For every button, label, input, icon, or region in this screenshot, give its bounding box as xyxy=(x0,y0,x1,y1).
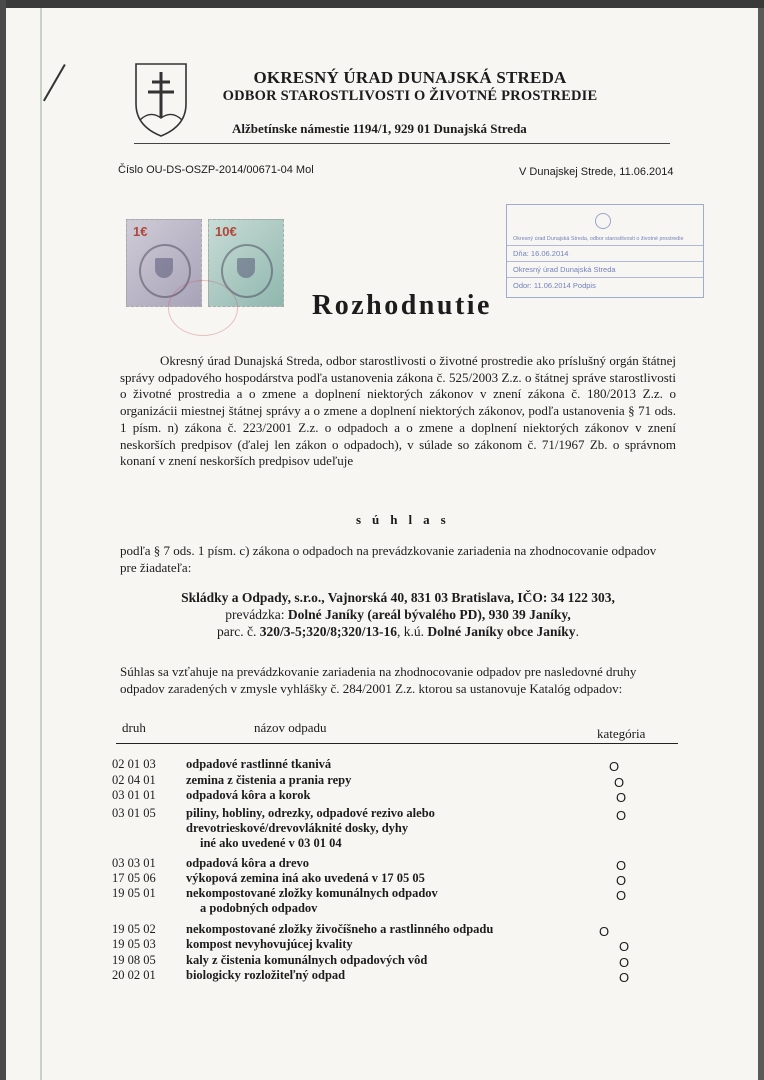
waste-category: O xyxy=(616,873,627,888)
waste-name-line: výkopová zemina iná ako uvedená v 17 05 05 xyxy=(186,871,425,885)
waste-category: O xyxy=(609,759,620,774)
scan-top-edge xyxy=(0,0,764,8)
scope-paragraph: Súhlas sa vzťahuje na prevádzkovanie zariadenia na zhodnocovanie odpadov pre nasledovné druhy odpadov zaradených v zmysle vyhlášky č. 284/2001 Z.z. ktorou sa ustanovuje Katalóg odpadov: xyxy=(120,664,637,696)
waste-name-line: nekompostované zložky živočíšneho a rastlinného odpadu xyxy=(186,922,494,936)
legal-basis: podľa § 7 ods. 1 písm. c) zákona o odpadoch na prevádzkovanie zariadenia na zhodnocovanie odpadov pre žiadateľa: xyxy=(120,543,657,575)
waste-name-line: zemina z čistenia a prania repy xyxy=(186,773,352,787)
parcel-prefix: parc. č. xyxy=(217,624,260,639)
waste-name-line: nekompostované zložky komunálnych odpadov xyxy=(186,886,438,900)
waste-name-line: odpadová kôra a drevo xyxy=(186,856,310,870)
red-seal-icon xyxy=(168,280,238,336)
binding-line xyxy=(40,8,42,1080)
stamp-value: 10€ xyxy=(215,224,237,239)
waste-code: 19 08 05 xyxy=(112,953,156,967)
waste-code: 19 05 02 xyxy=(112,922,156,936)
waste-code: 03 01 05 xyxy=(112,806,156,820)
waste-name-line: a podobných odpadov xyxy=(200,901,318,915)
applicant-block: Skládky a Odpady, s.r.o., Vajnorská 40, 831 03 Bratislava, IČO: 34 122 303, prevádzka: Dolné Janíky (areál bývalého PD), 930 39 Janíky, parc. č. 320/3-5;320/8;320/13-16, k.ú. Dolné Janíky obce Janíky. xyxy=(181,590,615,639)
column-header-category: kategória xyxy=(597,726,646,741)
waste-code: 20 02 01 xyxy=(112,968,156,982)
stamp-shield-icon xyxy=(237,258,255,278)
waste-name xyxy=(186,922,606,937)
waste-category: O xyxy=(616,808,627,823)
cadastral-prefix: , k.ú. xyxy=(397,624,428,639)
waste-name xyxy=(186,757,606,772)
consent-heading: súhlas xyxy=(356,512,457,527)
waste-category: O xyxy=(616,790,627,805)
column-header-code: druh xyxy=(122,720,146,735)
waste-category: O xyxy=(619,939,630,954)
registry-stamp xyxy=(506,204,704,298)
waste-name-line: piliny, hobliny, odrezky, odpadové rezivo alebo xyxy=(186,806,435,820)
waste-name xyxy=(186,871,606,886)
waste-code: 03 03 01 xyxy=(112,856,156,870)
waste-category: O xyxy=(614,775,625,790)
document-title: Rozhodnutie xyxy=(312,290,492,321)
waste-name xyxy=(186,968,606,983)
waste-code: 02 04 01 xyxy=(112,773,156,787)
intro-paragraph xyxy=(120,353,676,470)
registry-line: Okresný úrad Dunajská Streda xyxy=(513,265,616,274)
waste-name-line: iné ako uvedené v 03 01 04 xyxy=(200,836,342,850)
waste-code: 03 01 01 xyxy=(112,788,156,802)
waste-category: O xyxy=(619,955,630,970)
waste-category: O xyxy=(616,888,627,903)
registry-line: Dňa: 16.06.2014 xyxy=(513,249,569,258)
waste-code: 17 05 06 xyxy=(112,871,156,885)
waste-name xyxy=(186,856,606,871)
cadastral-area: Dolné Janíky obce Janíky xyxy=(427,624,576,639)
office-address: Alžbetínske námestie 1194/1, 929 01 Dunajská Streda xyxy=(232,121,527,136)
place-and-date: V Dunajskej Strede, 11.06.2014 xyxy=(519,166,674,178)
table-header-rule xyxy=(116,743,678,744)
waste-name xyxy=(186,953,606,968)
waste-code: 19 05 01 xyxy=(112,886,156,900)
registry-line: Okresný úrad Dunajská Streda, odbor starostlivosti o životné prostredie xyxy=(513,235,684,242)
registry-line: Odor: 11.06.2014 Podpis xyxy=(513,281,596,290)
reference-number: Číslo OU-DS-OSZP-2014/00671-04 Mol xyxy=(118,164,314,176)
waste-name xyxy=(186,788,606,803)
waste-name xyxy=(186,806,606,851)
stamp-value: 1€ xyxy=(133,224,148,239)
stamp-shield-icon xyxy=(155,258,173,278)
parcel-numbers: 320/3-5;320/8;320/13-16 xyxy=(259,624,398,639)
column-header-name: názov odpadu xyxy=(254,720,327,735)
facility-prefix: prevádzka: xyxy=(225,607,288,622)
facility-location: Dolné Janíky (areál bývalého PD), 930 39 Janíky, xyxy=(287,607,571,622)
waste-code: 02 01 03 xyxy=(112,757,156,771)
waste-name-line: odpadové rastlinné tkanivá xyxy=(186,757,332,771)
waste-name-line: drevotrieskové/drevovláknité dosky, dyhy xyxy=(186,821,409,835)
waste-category: O xyxy=(619,970,630,985)
office-name: OKRESNÝ ÚRAD DUNAJSKÁ STREDA xyxy=(253,68,567,87)
header-divider xyxy=(134,143,670,144)
waste-category: O xyxy=(599,924,610,939)
waste-name xyxy=(186,886,606,916)
waste-code: 19 05 03 xyxy=(112,937,156,951)
intro-text: Okresný úrad Dunajská Streda, odbor starostlivosti o životné prostredie ako príslušný orgán štátnej správy odpadového hospodárstva podľa ustanovenia zákona č. 525/2003 Z.z. o štátnej správe starostlivosti o životné prostredia a o zmene a doplnení niektorých zákonov v znení zákona č. 180/2013 Z.z. o organizácii miestnej štátnej správy a o zmene a doplnení niektorých zákonov, podľa ustanovenia § 71 ods. 1 písm. n) zákona č. 223/2001 Z.z. o odpadoch a o zmene a doplnení niektorých zákonov v znení neskorších predpisov (ďalej len zákon o odpadoch), v súlade so zákonom č. 71/1967 Zb. o správnom konaní v znení neskorších predpisov udeľuje xyxy=(120,353,676,469)
waste-category: O xyxy=(616,858,627,873)
scan-left-edge xyxy=(0,0,6,1080)
waste-name-line: odpadová kôra a korok xyxy=(186,788,311,802)
department-name: ODBOR STAROSTLIVOSTI O ŽIVOTNÉ PROSTREDIE xyxy=(222,88,598,104)
waste-name-line: biologicky rozložiteľný odpad xyxy=(186,968,346,982)
waste-name-line: kompost nevyhovujúcej kvality xyxy=(186,937,353,951)
registry-seal-icon xyxy=(595,213,611,229)
waste-name xyxy=(186,937,606,952)
applicant-company: Skládky a Odpady, s.r.o., Vajnorská 40, 831 03 Bratislava, IČO: 34 122 303, xyxy=(181,590,615,605)
waste-name xyxy=(186,773,606,788)
waste-name-line: kaly z čistenia komunálnych odpadových vôd xyxy=(186,953,428,967)
